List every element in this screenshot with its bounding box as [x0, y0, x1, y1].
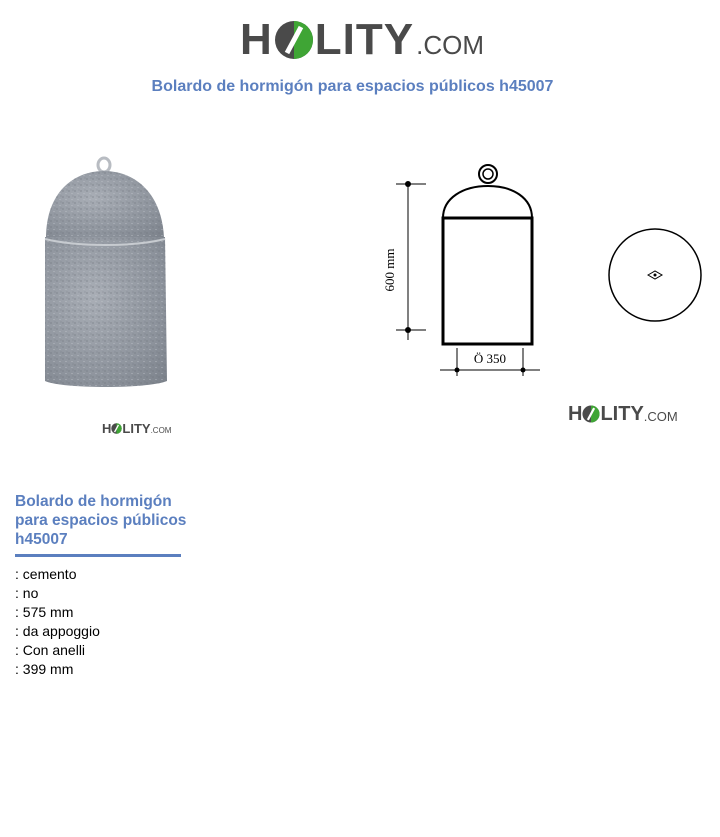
logo-text-lity: LITY — [314, 15, 415, 64]
logo-text-com: .COM — [150, 425, 172, 435]
spec-item: : Con anelli — [15, 642, 86, 658]
logo-text-h: H — [568, 403, 583, 425]
technical-drawing-top — [605, 226, 705, 324]
technical-drawing-side — [378, 158, 548, 380]
logo-text-h: H — [102, 421, 112, 436]
spec-list — [15, 565, 100, 679]
logo-text-com: .COM — [643, 409, 678, 424]
spec-item: : cemento — [15, 566, 77, 582]
spec-item: : no — [15, 585, 39, 601]
page-title: Bolardo de hormigón para espacios públicos h45007 — [151, 78, 554, 95]
holity-logo[interactable] — [240, 14, 484, 66]
logo-text-com: .COM — [416, 29, 484, 60]
diameter-dimension-label: Ö 350 — [473, 351, 507, 366]
logo-o-icon — [582, 405, 600, 423]
holity-logo-small — [568, 404, 678, 424]
spec-item: : 575 mm — [15, 604, 74, 620]
logo-text-lity: LITY — [122, 421, 151, 436]
holity-logo-small — [102, 422, 171, 435]
height-dimension-label: 600 mm — [382, 248, 397, 292]
title-divider — [15, 554, 181, 557]
logo-text-lity: LITY — [600, 403, 644, 425]
logo-o-icon — [274, 20, 314, 60]
spec-item: : da appoggio — [15, 623, 100, 639]
spec-item: : 399 mm — [15, 661, 74, 677]
logo-text-h: H — [240, 15, 273, 64]
product-detail-title: Bolardo de hormigón para espacios públicos h45007 — [15, 493, 187, 548]
logo-o-icon — [111, 423, 122, 434]
bollard-photo — [38, 153, 174, 395]
